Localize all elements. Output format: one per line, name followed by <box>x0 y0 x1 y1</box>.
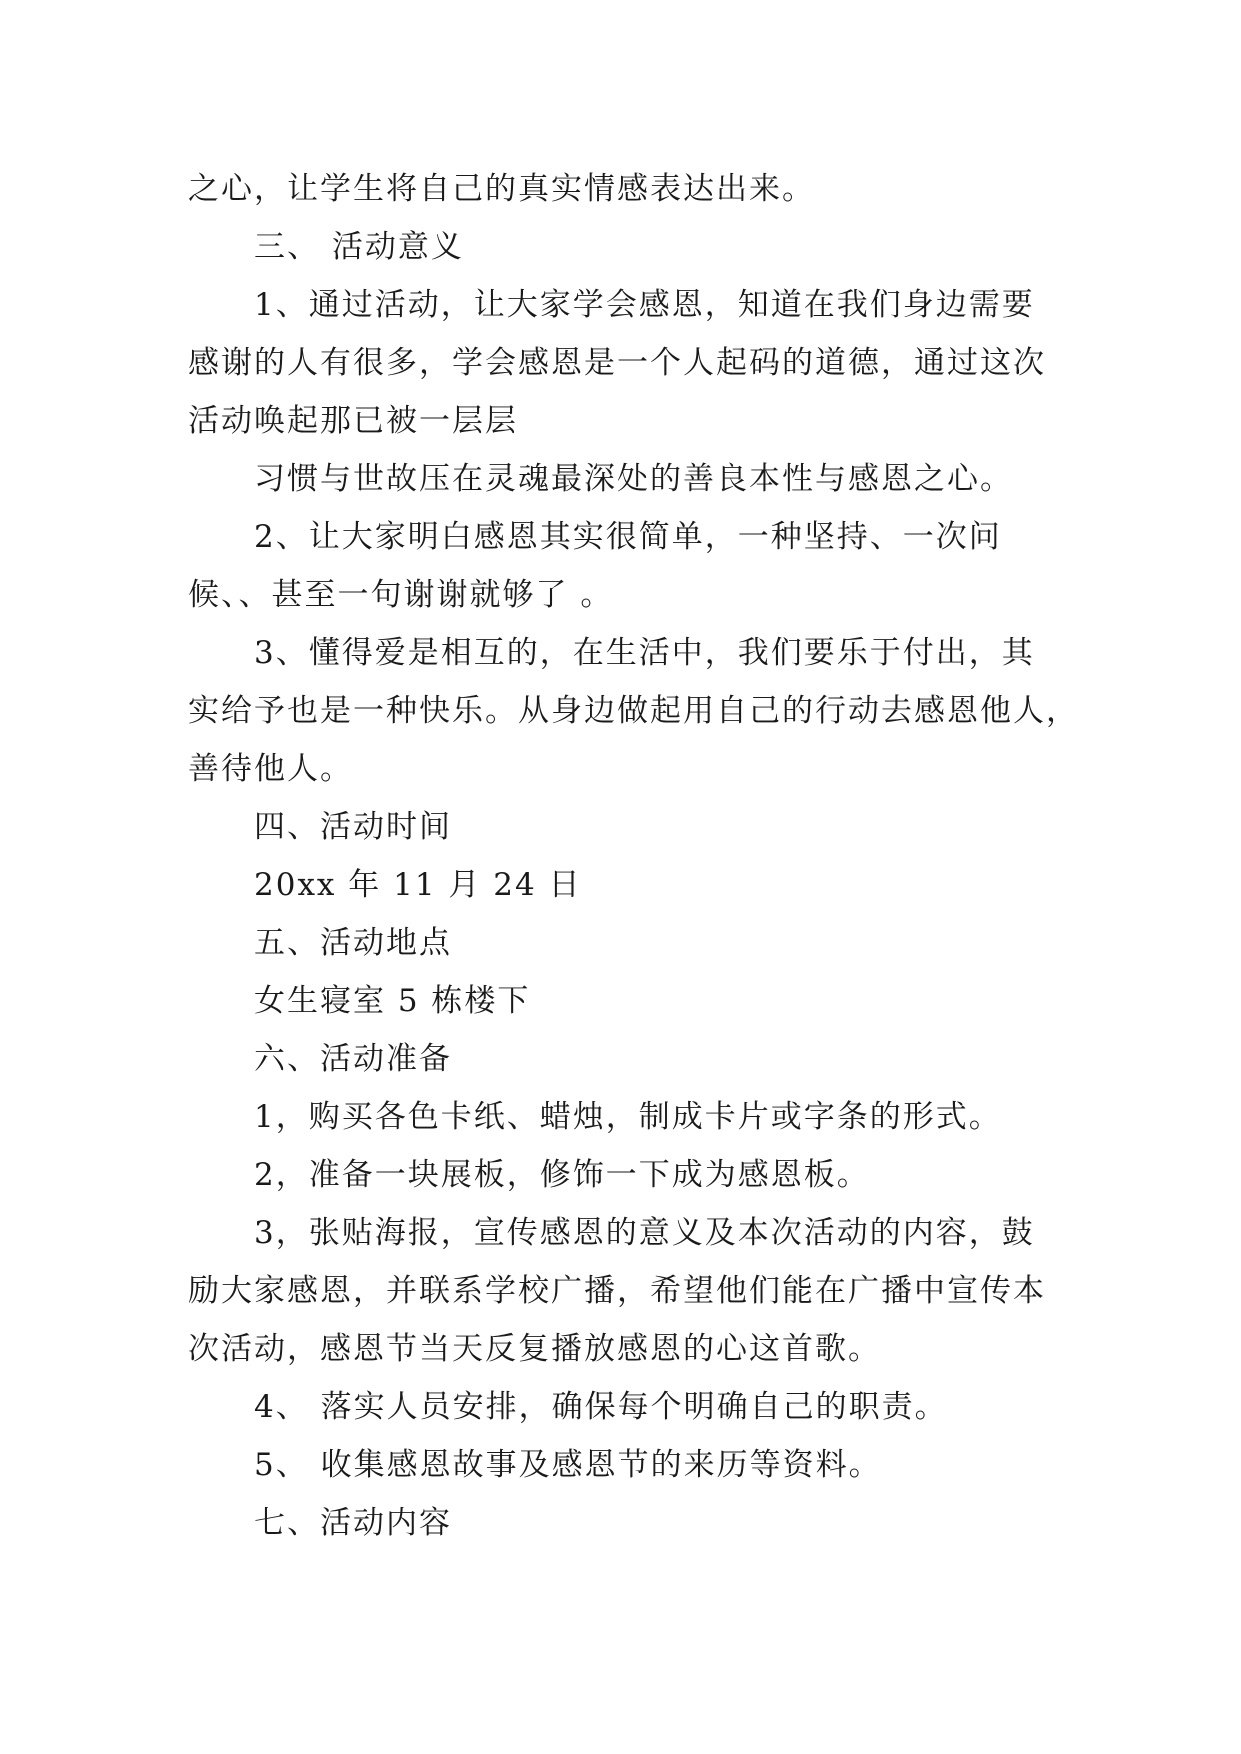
text-line: 5、 收集感恩故事及感恩节的来历等资料。 <box>254 1447 882 1483</box>
section-heading-significance: 三、 活动意义 <box>254 229 464 265</box>
section-heading-location: 五、活动地点 <box>254 925 452 961</box>
text-line: 实给予也是一种快乐。从身边做起用自己的行动去感恩他人， <box>188 693 1079 729</box>
text-line: 善待他人。 <box>188 751 353 787</box>
document-body <box>188 160 1079 1552</box>
activity-location: 女生寝室 5 栋楼下 <box>254 983 531 1019</box>
section-heading-content: 七、活动内容 <box>254 1505 452 1541</box>
text-line: 4、 落实人员安排，确保每个明确自己的职责。 <box>254 1389 948 1425</box>
text-line: 1、通过活动，让大家学会感恩，知道在我们身边需要 <box>254 287 1035 323</box>
text-line: 1，购买各色卡纸、蜡烛，制成卡片或字条的形式。 <box>254 1099 1002 1135</box>
text-line: 2，准备一块展板，修饰一下成为感恩板。 <box>254 1157 870 1193</box>
text-line: 次活动，感恩节当天反复播放感恩的心这首歌。 <box>188 1331 881 1367</box>
text-line: 之心，让学生将自己的真实情感表达出来。 <box>188 171 815 207</box>
section-heading-time: 四、活动时间 <box>254 809 452 845</box>
text-line: 3、懂得爱是相互的，在生活中，我们要乐于付出，其 <box>254 635 1035 671</box>
text-line: 励大家感恩，并联系学校广播，希望他们能在广播中宣传本 <box>188 1273 1046 1309</box>
text-line: 候、、甚至一句谢谢就够了 。 <box>188 577 614 613</box>
text-line: 活动唤起那已被一层层 <box>188 403 518 439</box>
text-line: 习惯与世故压在灵魂最深处的善良本性与感恩之心。 <box>254 461 1013 497</box>
text-line: 3，张贴海报，宣传感恩的意义及本次活动的内容，鼓 <box>254 1215 1035 1251</box>
activity-date: 20xx 年 11 月 24 日 <box>254 867 582 903</box>
section-heading-preparation: 六、活动准备 <box>254 1041 452 1077</box>
text-line: 感谢的人有很多，学会感恩是一个人起码的道德，通过这次 <box>188 345 1046 381</box>
text-line: 2、让大家明白感恩其实很简单，一种坚持、一次问 <box>254 519 1002 555</box>
